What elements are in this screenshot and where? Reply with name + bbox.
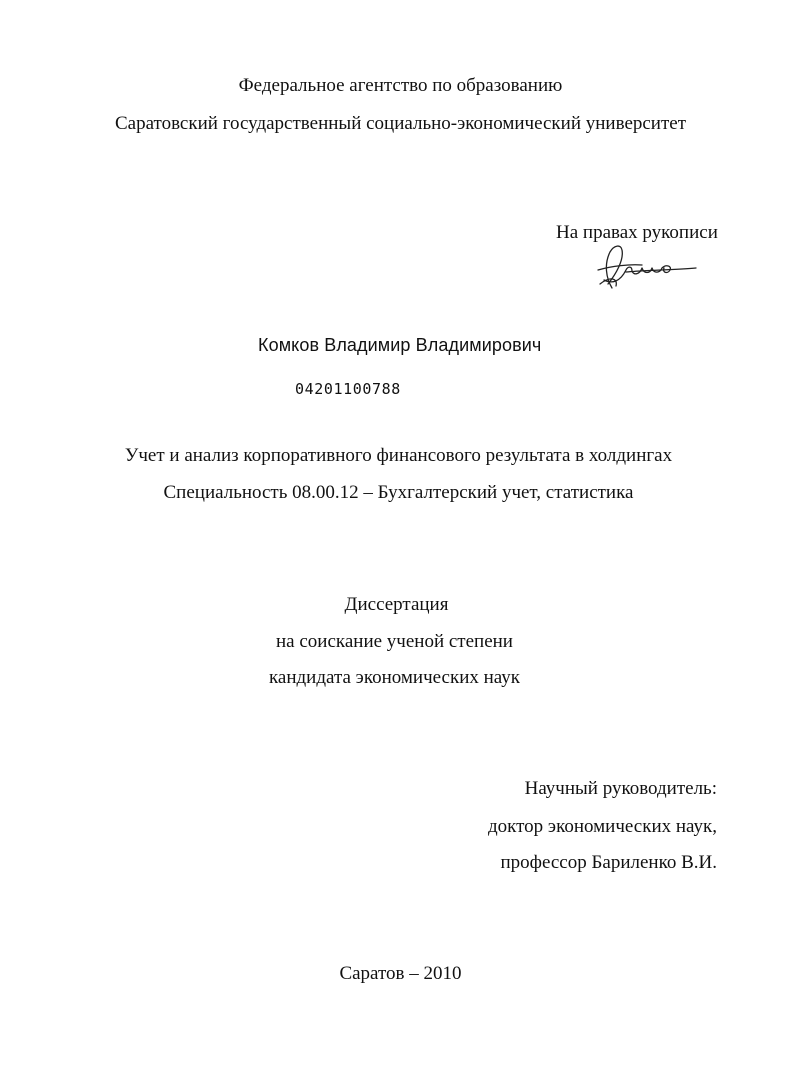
handwritten-signature — [590, 240, 702, 292]
author-name: Комков Владимир Владимирович — [258, 335, 542, 355]
university-name: Саратовский государственный социально-экономический университет — [114, 113, 687, 134]
catalog-code: 04201100788 — [295, 380, 401, 398]
degree-line-1: на соискание ученой степени — [276, 631, 513, 652]
document-type: Диссертация — [344, 594, 449, 615]
dissertation-topic: Учет и анализ корпоративного финансового результата в холдингах — [124, 445, 673, 466]
supervisor-name: профессор Бариленко В.И. — [500, 852, 717, 873]
supervisor-degree: доктор экономических наук, — [487, 816, 717, 837]
agency-name: Федеральное агентство по образованию — [238, 75, 563, 96]
city-year: Саратов – 2010 — [339, 963, 462, 984]
specialty-line: Специальность 08.00.12 – Бухгалтерский учет, статистика — [163, 482, 634, 503]
manuscript-rights-note: На правах рукописи — [556, 222, 718, 243]
degree-line-2: кандидата экономических наук — [268, 667, 521, 688]
supervisor-title: Научный руководитель: — [524, 778, 717, 799]
